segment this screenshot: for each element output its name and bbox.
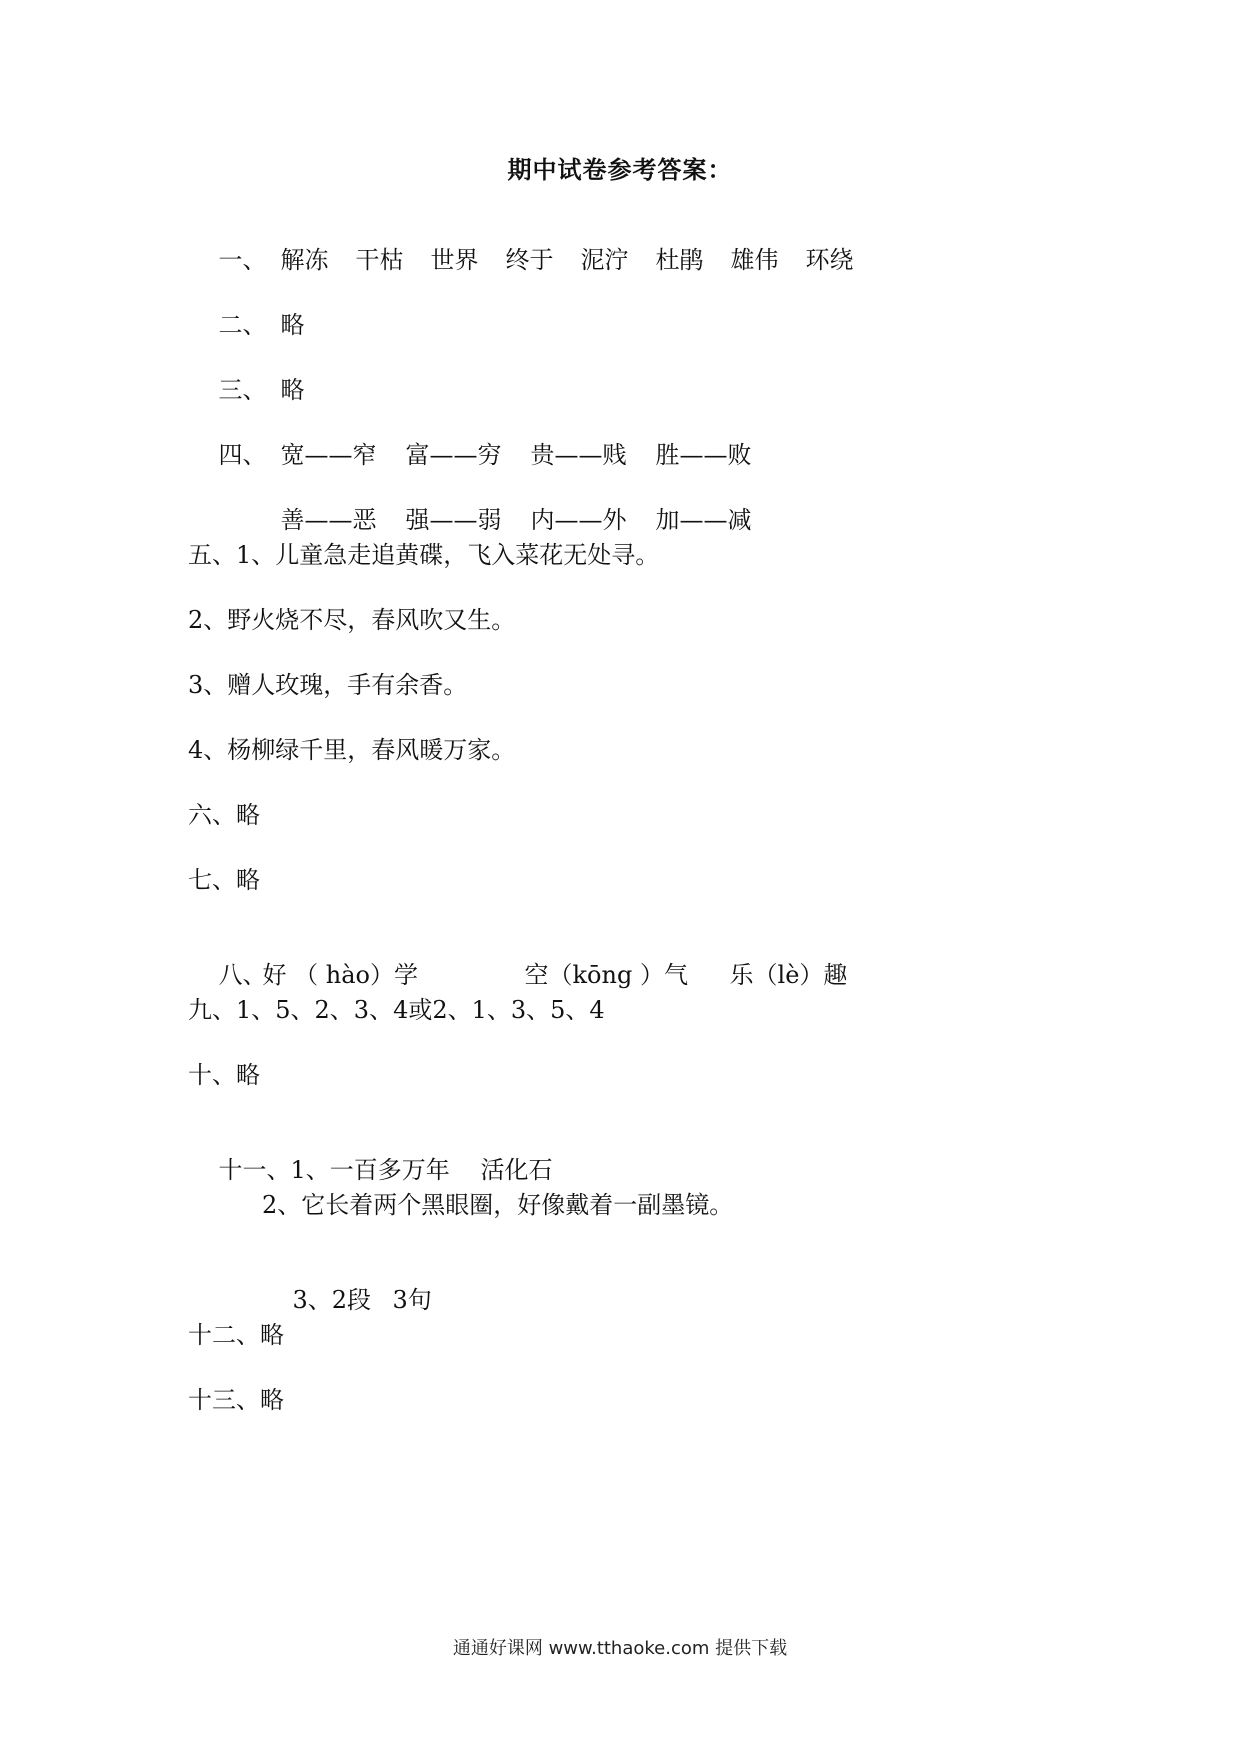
q4-antonym-pair: 加——减 <box>655 506 752 534</box>
answer-q12: 十二、略 <box>188 1321 284 1349</box>
answer-q5-line2: 2、野火烧不尽，春风吹又生。 <box>188 606 516 634</box>
q3-answer: 略 <box>280 376 305 404</box>
answer-q5-line4: 4、杨柳绿千里，春风暖万家。 <box>188 736 516 764</box>
answer-q6: 六、略 <box>188 801 260 829</box>
q8-pinyin-2: 空（kōng ）气 <box>524 961 688 989</box>
answer-q11-line3 <box>262 1255 432 1345</box>
answer-q5-line3: 3、赠人玫瑰，手有余香。 <box>188 671 468 699</box>
q1-label: 一、 <box>218 246 267 274</box>
page-footer: 通通好课网 www.tthaoke.com 提供下载 <box>452 1638 788 1659</box>
q4-antonym-pair: 富——穷 <box>405 441 502 469</box>
q2-answer: 略 <box>280 311 305 339</box>
q8-pinyin-1: 好 （ hào）学 <box>262 961 418 989</box>
q1-word: 环绕 <box>805 246 854 274</box>
q8-pinyin-3: 乐（lè）趣 <box>729 961 848 989</box>
q1-word: 杜鹃 <box>655 246 704 274</box>
q1-word: 干枯 <box>355 246 404 274</box>
q11-answer-1a: 十一、1、一百多万年 <box>218 1156 450 1184</box>
answer-q9: 九、1、5、2、3、4或2、1、3、5、4 <box>188 996 605 1024</box>
q1-word: 雄伟 <box>730 246 779 274</box>
q11-answer-3b: 3句 <box>392 1286 432 1314</box>
q11-answer-3a: 3、2段 <box>292 1286 372 1314</box>
answer-q10: 十、略 <box>188 1061 260 1089</box>
q4-antonym-pair: 宽——窄 <box>280 441 377 469</box>
q4-antonym-pair: 胜——败 <box>655 441 752 469</box>
answer-q11-line2: 2、它长着两个黑眼圈，好像戴着一副墨镜。 <box>262 1191 734 1219</box>
q2-label: 二、 <box>218 311 267 339</box>
q4-antonym-pair: 贵——贱 <box>530 441 627 469</box>
page-title: 期中试卷参考答案： <box>507 156 733 184</box>
q11-answer-1b: 活化石 <box>480 1156 553 1184</box>
answer-q13: 十三、略 <box>188 1386 284 1414</box>
q3-label: 三、 <box>218 376 267 404</box>
q4-label: 四、 <box>218 441 267 469</box>
answer-q5-line1: 五、1、儿童急走追黄碟，飞入菜花无处寻。 <box>188 541 660 569</box>
q4-antonym-pair: 内——外 <box>530 506 627 534</box>
q1-word: 解冻 <box>280 246 329 274</box>
answer-q7: 七、略 <box>188 866 260 894</box>
q1-word: 泥泞 <box>580 246 629 274</box>
q4-antonym-pair: 强——弱 <box>405 506 502 534</box>
q8-label: 八、 <box>218 961 267 989</box>
q4-antonym-pair: 善——恶 <box>280 506 377 534</box>
q1-word: 终于 <box>505 246 554 274</box>
q1-word: 世界 <box>430 246 479 274</box>
